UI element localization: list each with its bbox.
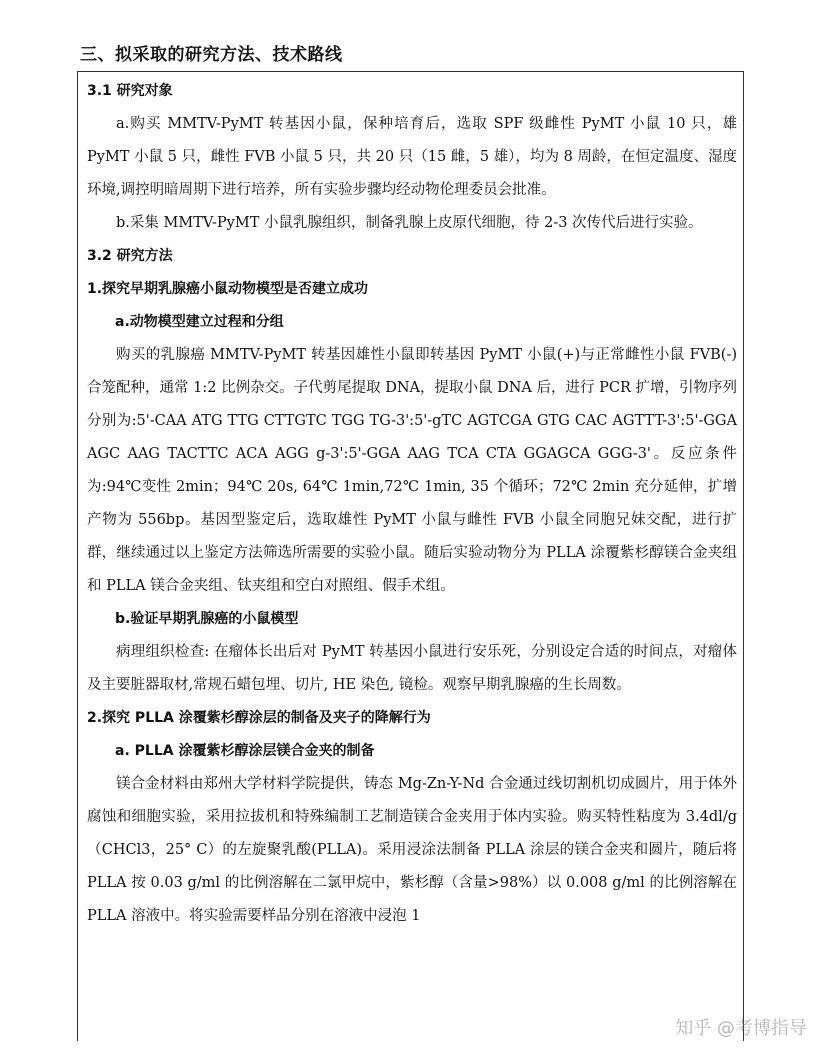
paragraph-3-1-a: a.购买 MMTV-PyMT 转基因小鼠，保种培育后，选取 SPF 级雌性 PyMT 小鼠 10 只，雄 PyMT 小鼠 5 只，雌性 FVB 小鼠 5 只，共 20 只（15 雌，5 雄），均为 8 周龄，在恒定温度、湿度环境,调控明暗周期下进行培养，所有实验步骤均经动物伦理委员会批准。 xyxy=(87,116,737,198)
section-title: 三、拟采取的研究方法、技术路线 xyxy=(80,45,343,65)
heading-3-2: 3.2 研究方法 xyxy=(87,248,173,264)
heading-item-2: 2.探究 PLLA 涂覆紫杉醇涂层的制备及夹子的降解行为 xyxy=(87,710,431,726)
paragraph-1-a: 购买的乳腺癌 MMTV-PyMT 转基因雄性小鼠即转基因 PyMT 小鼠(+)与正常雌性小鼠 FVB(-)合笼配种，通常 1:2 比例杂交。子代剪尾提取 DNA，提取小鼠 DNA 后，进行 PCR 扩增，引物序列分别为:5'-CAA ATG TTG CTTGTC TGG TG-3':5'-gTC AGTCGA GTG CAC AGTTT-3':5'-GGA AGC AAG TACTTC ACA AGG g-3':5'-GGA AAG TCA CTA GGAGCA GGG-3'。反应条件为:94℃变性 2min；94℃ 20s, 64℃ 1min,72℃ 1min, 35 个循环；72℃ 2min 充分延伸，扩增产物为 556bp。基因型鉴定后，选取雄性 PyMT 小鼠与雌性 FVB 小鼠全同胞兄妹交配，进行扩群，继续通过以上鉴定方法筛选所需要的实验小鼠。随后实验动物分为 PLLA 涂覆紫杉醇镁合金夹组和 PLLA 镁合金夹组、钛夹组和空白对照组、假手术组。 xyxy=(87,347,737,594)
heading-item-1: 1.探究早期乳腺癌小鼠动物模型是否建立成功 xyxy=(87,281,369,297)
subheading-2-a: a. PLLA 涂覆紫杉醇涂层镁合金夹的制备 xyxy=(115,743,375,759)
paragraph-3-1-b: b.采集 MMTV-PyMT 小鼠乳腺组织，制备乳腺上皮原代细胞，待 2-3 次传代后进行实验。 xyxy=(116,215,703,231)
paragraph-2-a: 镁合金材料由郑州大学材料学院提供，铸态 Mg-Zn-Y-Nd 合金通过线切割机切成圆片，用于体外腐蚀和细胞实验，采用拉拔机和特殊编制工艺制造镁合金夹用于体内实验。购买特性粘度为 3.4dl/g（CHCl3，25° C）的左旋聚乳酸(PLLA)。采用浸涂法制备 PLLA 涂层的镁合金夹和圆片，随后将 PLLA 按 0.03 g/ml 的比例溶解在二氯甲烷中，紫杉醇（含量>98%）以 0.008 g/ml 的比例溶解在 PLLA 溶液中。将实验需要样品分别在溶液中浸泡 1 xyxy=(87,776,737,924)
watermark: 知乎 @考博指导 xyxy=(675,1018,807,1039)
document-body xyxy=(87,75,737,933)
subheading-1-a: a.动物模型建立过程和分组 xyxy=(115,314,284,330)
paragraph-1-b: 病理组织检查: 在瘤体长出后对 PyMT 转基因小鼠进行安乐死，分别设定合适的时间点，对瘤体及主要脏器取材,常规石蜡包埋、切片, HE 染色, 镜检。观察早期乳腺癌的生长周数。 xyxy=(87,644,737,693)
subheading-1-b: b.验证早期乳腺癌的小鼠模型 xyxy=(115,611,299,627)
heading-3-1: 3.1 研究对象 xyxy=(87,83,173,99)
